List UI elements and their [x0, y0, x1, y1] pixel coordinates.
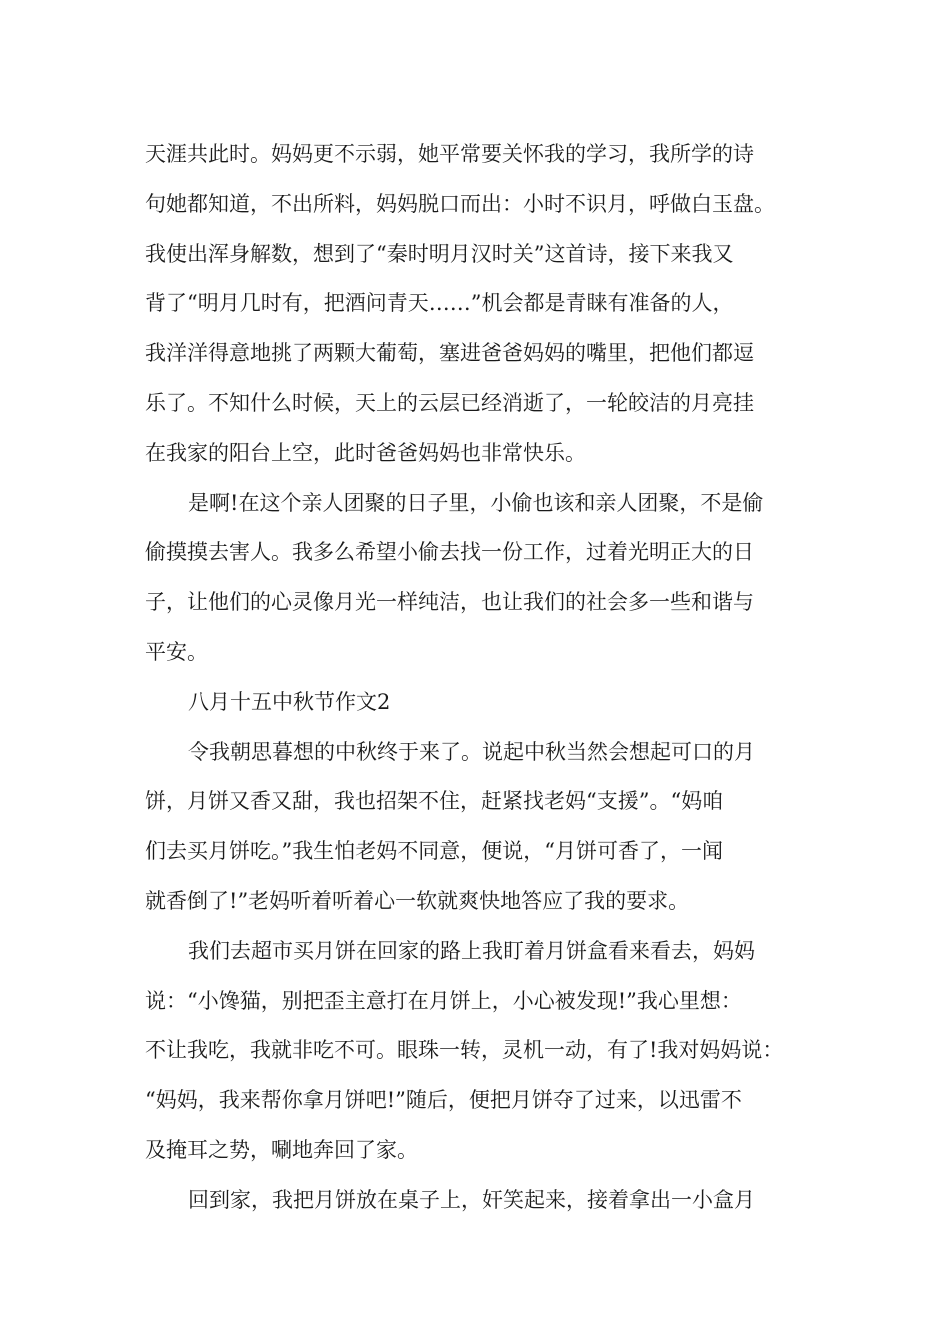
- section-heading: [145, 678, 815, 728]
- document-body: [145, 130, 815, 1226]
- text-line: 我使出浑身解数，想到了“秦时明月汉时关”这首诗，接下来我又: [145, 241, 734, 266]
- text-line: 我们去超市买月饼在回家的路上我盯着月饼盒看来看去，妈妈: [188, 938, 755, 963]
- text-line: 背了“明月几时有，把酒问青天……”机会都是青睐有准备的人，: [145, 291, 734, 316]
- paragraph: [145, 479, 815, 678]
- text-line: 就香倒了!”老妈听着听着心一软就爽快地答应了我的要求。: [145, 888, 690, 913]
- text-line: 乐了。不知什么时候，天上的云层已经消逝了，一轮皎洁的月亮挂: [145, 390, 754, 415]
- text-line: “妈妈，我来帮你拿月饼吧!”随后，便把月饼夺了过来，以迅雷不: [145, 1088, 742, 1113]
- text-line: 说：“小馋猫，别把歪主意打在月饼上，小心被发现!”我心里想：: [145, 988, 742, 1013]
- text-line: 句她都知道，不出所料，妈妈脱口而出：小时不识月，呼做白玉盘。: [145, 191, 775, 216]
- text-line: 平安。: [145, 639, 208, 664]
- text-line: 我洋洋得意地挑了两颗大葡萄，塞进爸爸妈妈的嘴里，把他们都逗: [145, 341, 754, 366]
- paragraph: [145, 728, 815, 927]
- heading-line: 八月十五中秋节作文2: [188, 689, 391, 714]
- paragraph: [145, 130, 815, 479]
- text-line: 令我朝思暮想的中秋终于来了。说起中秋当然会想起可口的月: [188, 739, 755, 764]
- text-line: 偷摸摸去害人。我多么希望小偷去找一份工作，过着光明正大的日: [145, 540, 754, 565]
- text-line: 是啊!在这个亲人团聚的日子里，小偷也该和亲人团聚，不是偷: [188, 490, 764, 515]
- text-line: 及掩耳之势，唰地奔回了家。: [145, 1137, 418, 1162]
- text-line: 们去买月饼吃。”我生怕老妈不同意，便说，“月饼可香了，一闻: [145, 839, 723, 864]
- text-line: 子，让他们的心灵像月光一样纯洁，也让我们的社会多一些和谐与: [145, 590, 754, 615]
- text-line: 在我家的阳台上空，此时爸爸妈妈也非常快乐。: [145, 440, 586, 465]
- text-line: 天涯共此时。妈妈更不示弱，她平常要关怀我的学习，我所学的诗: [145, 142, 754, 166]
- text-line: 不让我吃，我就非吃不可。眼珠一转，灵机一动，有了!我对妈妈说：: [145, 1038, 784, 1063]
- text-line: 饼，月饼又香又甜，我也招架不住，赶紧找老妈“支援”。“妈咱: [145, 789, 724, 814]
- paragraph: [145, 1176, 815, 1226]
- text-line: 回到家，我把月饼放在桌子上，奸笑起来，接着拿出一小盒月: [188, 1187, 755, 1212]
- paragraph: [145, 927, 815, 1176]
